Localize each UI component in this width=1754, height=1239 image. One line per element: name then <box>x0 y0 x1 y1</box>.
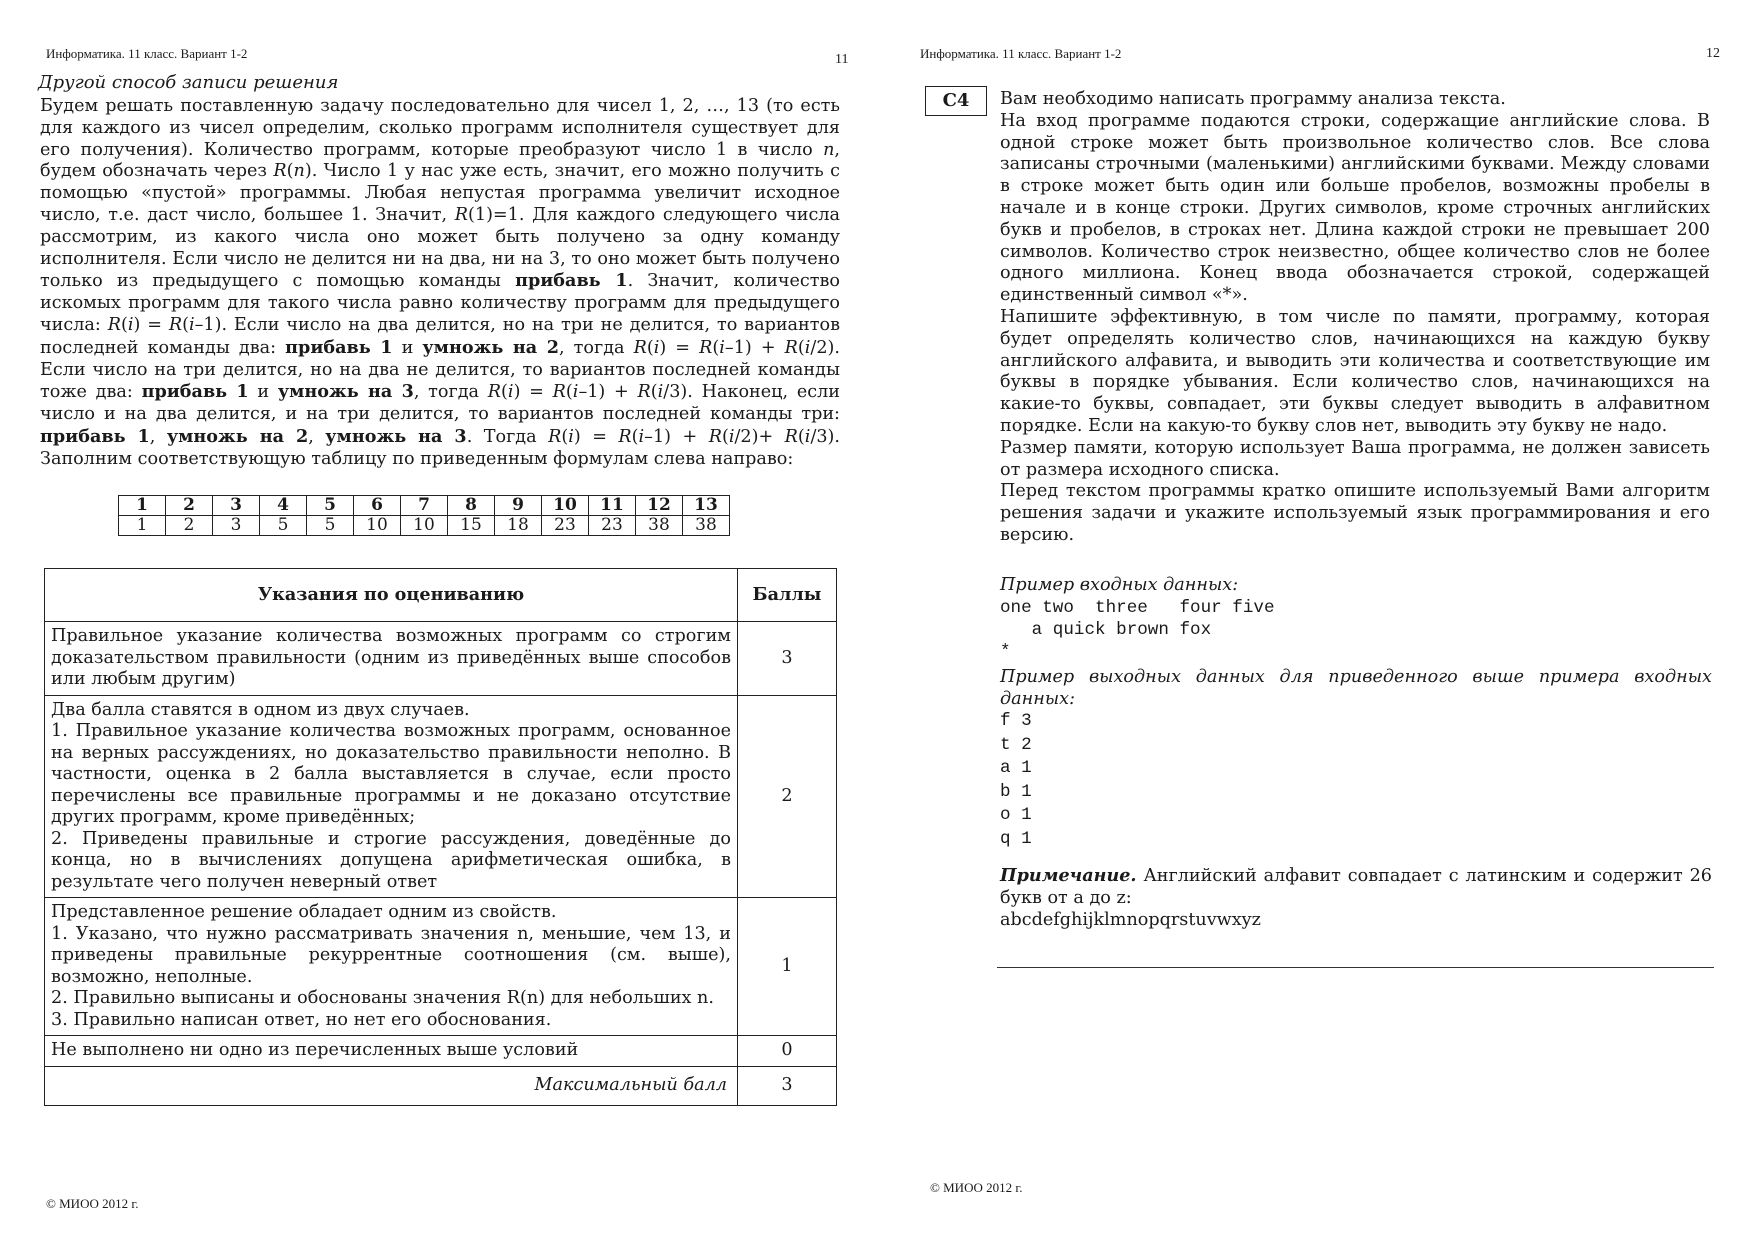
paragraph-segment: R <box>633 337 647 358</box>
grading-points: 1 <box>738 898 837 1036</box>
paragraph-segment: прибавь 1 <box>40 425 150 447</box>
paragraph-segment: прибавь 1 <box>515 270 628 292</box>
paragraph-segment: ( <box>120 314 128 335</box>
copyright: © МИОО 2012 г. <box>930 1180 1023 1195</box>
paragraph-segment: прибавь 1 <box>285 336 393 358</box>
grading-max-row <box>45 1066 837 1105</box>
paragraph-segment: R <box>548 426 562 447</box>
paragraph-segment: i <box>728 426 735 447</box>
paragraph-segment: , будем обозначать через <box>40 139 840 182</box>
values-table <box>118 495 730 536</box>
grading-criteria-line: 3. Правильно написан ответ, но нет его обоснования. <box>51 1009 552 1030</box>
grading-criteria <box>45 695 738 898</box>
grading-table <box>44 568 837 1106</box>
grading-criteria <box>45 898 738 1036</box>
output-line: t 2 <box>1000 734 1032 755</box>
paragraph-segment: R <box>618 426 632 447</box>
paragraph-segment: i <box>507 382 514 403</box>
paragraph-segment: ( <box>631 426 639 447</box>
note-text: Английский алфавит совпадает с латинским и содержит 26 букв от a до z: <box>1000 866 1712 909</box>
section-divider <box>997 967 1714 968</box>
paragraph-segment: , <box>308 426 326 447</box>
paragraph-segment: i <box>568 426 574 447</box>
grading-criteria-line: Два балла ставятся в одном из двух случаев. <box>51 699 470 720</box>
paragraph-segment: ) = <box>659 337 700 358</box>
grading-criteria <box>45 1036 738 1067</box>
values-cell-r: 10 <box>354 516 401 536</box>
grading-criteria-line: 1. Правильное указание количества возможных программ, основанное на верных рассуждениях, но доказательство правильности неполно. В частности, оценка в 2 балла выставляется в случае, если просто перечислены все правильные программы и не доказано отсутствие других программ, кроме приведённых; <box>51 721 731 827</box>
paragraph-segment: n <box>293 161 305 182</box>
input-line: a quick brown fox <box>1000 619 1212 640</box>
grading-row <box>45 622 837 696</box>
paragraph-segment: ( <box>501 382 508 403</box>
paragraph-segment: умножь на 3 <box>277 381 414 403</box>
paragraph-segment: ( <box>797 337 805 358</box>
copyright: © МИОО 2012 г. <box>46 1196 139 1211</box>
output-line: f 3 <box>1000 711 1032 732</box>
paragraph-segment: –1) + <box>578 382 638 403</box>
grading-header-row <box>45 569 837 622</box>
values-cell-r: 23 <box>542 516 589 536</box>
paragraph-segment: /2)+ <box>734 426 785 447</box>
input-line: one two three four five <box>1000 597 1275 618</box>
values-cell-n: 11 <box>589 496 636 516</box>
grading-row <box>45 695 837 898</box>
paragraph-segment: . Тогда <box>466 426 549 447</box>
paragraph-segment: умножь на 2 <box>422 336 559 358</box>
values-cell-n: 6 <box>354 496 401 516</box>
values-cell-n: 3 <box>213 496 260 516</box>
grading-criteria-line: 1. Указано, что нужно рассматривать значения n, меньшие, чем 13, и приведены правильные рекуррентные соотношения (см. выше), возможно, неполные. <box>51 923 731 987</box>
grading-points: 2 <box>738 695 837 898</box>
grading-row <box>45 1036 837 1067</box>
paragraph-segment: i <box>804 337 811 358</box>
paragraph-segment: n <box>823 139 835 160</box>
values-cell-n: 2 <box>166 496 213 516</box>
input-line: * <box>1000 641 1011 662</box>
grading-row <box>45 898 837 1036</box>
paragraph-segment: ( <box>650 382 658 403</box>
paragraph-segment: R <box>699 337 713 358</box>
paragraph-segment: ) = <box>513 382 553 403</box>
values-cell-r: 2 <box>166 516 213 536</box>
paragraph-segment: ) = <box>133 314 169 335</box>
output-line: o 1 <box>1000 805 1032 826</box>
grading-points-header: Баллы <box>738 569 837 622</box>
paragraph-segment: R <box>784 337 798 358</box>
paragraph-segment: /3). Наконец, если число и на два делится, и на три делится, то вариантов последней команды три: <box>40 382 841 425</box>
values-cell-n: 1 <box>119 496 166 516</box>
grading-criteria-header: Указания по оцениванию <box>45 569 738 622</box>
paragraph-segment: R <box>637 382 651 403</box>
paragraph-segment: (1)=1. Для каждого следующего числа рассмотрим, из какого числа оно может быть получено за одну команду исполнителя. Если число не делится ни на два, ни на 3, то оно может быть получено только из предыдущего с помощью команды <box>40 204 840 292</box>
output-example <box>1000 710 1712 851</box>
paragraph-segment: i <box>127 314 134 335</box>
paragraph-segment: i <box>804 426 811 447</box>
paragraph-segment: ). Число 1 у нас уже есть, значит, его можно получить с помощью «пустой» программы. Любая непустая программа увеличит исходное число, т.е. даст число, большее 1. Значит, <box>40 161 840 225</box>
paragraph-segment: ( <box>797 426 805 447</box>
page-number: 11 <box>835 52 849 67</box>
paragraph-segment: i <box>188 314 195 335</box>
values-cell-n: 12 <box>636 496 683 516</box>
values-cell-r: 38 <box>636 516 683 536</box>
task-paragraph: Напишите эффективную, в том числе по памяти, программу, которая будет определять количество слов, начинающихся на каждую букву английского алфавита, и выводить эти количества и соответствующие им буквы в порядке убывания. Если количество слов, начинающихся на какие-то буквы, совпадает, эти буквы следует выводить в алфавитном порядке. Если на какую-то букву слов нет, выводить эту букву не надо. <box>1000 306 1710 436</box>
paragraph-segment: , тогда <box>559 337 634 358</box>
output-example-label: Пример выходных данных для приведенного выше примера входных данных: <box>1000 666 1712 709</box>
solution-paragraph <box>40 96 840 471</box>
values-cell-n: 9 <box>495 496 542 516</box>
paragraph-segment: ( <box>182 314 189 335</box>
output-line: q 1 <box>1000 828 1032 849</box>
values-cell-r: 15 <box>448 516 495 536</box>
grading-criteria-line: Представленное решение обладает одним из свойств. <box>51 902 557 922</box>
values-row-r <box>119 516 730 536</box>
paragraph-segment: R <box>487 382 502 403</box>
paragraph-segment: ( <box>286 161 294 182</box>
paragraph-segment: прибавь 1 <box>141 381 249 403</box>
examples-block <box>1000 575 1712 932</box>
values-cell-n: 7 <box>401 496 448 516</box>
note <box>1000 865 1712 910</box>
paragraph-segment: R <box>552 382 566 403</box>
paragraph-segment: R <box>107 314 121 335</box>
values-cell-r: 10 <box>401 516 448 536</box>
grading-points: 0 <box>738 1036 837 1067</box>
task-paragraph: На вход программе подаются строки, содержащие английские слова. В одной строке может быть произвольное количество слов. Все слова записаны строчными (маленькими) английскими буквами. Между словами в строке может быть один или больше пробелов, возможны пробелы в начале и в конце строки. Других символов, кроме строчных английских букв и пробелов, в строках нет. Длина каждой строки не превышает 200 символов. Количество строк неизвестно, общее количество слов не более одного миллиона. Конец ввода обозначается строкой, содержащей единственный символ «*». <box>1000 110 1710 306</box>
grading-criteria-line: 2. Приведены правильные и строгие рассуждения, доведённые до конца, но в вычислениях допущена арифметическая ошибка, в результате чего получен неверный ответ <box>51 828 731 892</box>
output-line: a 1 <box>1000 758 1032 779</box>
paragraph-segment: ( <box>721 426 729 447</box>
paragraph-segment: R <box>784 426 798 447</box>
values-cell-r: 18 <box>495 516 542 536</box>
paragraph-segment: , тогда <box>413 382 488 403</box>
paragraph-segment: Будем решать поставленную задачу последовательно для чисел 1, 2, …, 13 (то есть для каждого из чисел определим, сколько программ исполнителя существует для его получения). Количество программ, которые преобразуют число 1 в число <box>40 96 840 160</box>
paragraph-segment: –1) + <box>724 337 785 358</box>
paragraph-segment: R <box>708 426 722 447</box>
values-row-n <box>119 496 730 516</box>
alphabet-line: abcdefghijklmnopqrstuvwxyz <box>1000 909 1261 930</box>
values-cell-n: 8 <box>448 496 495 516</box>
values-cell-r: 3 <box>213 516 260 536</box>
task-paragraph: Вам необходимо написать программу анализа текста. <box>1000 89 1506 109</box>
paragraph-segment: R <box>273 161 287 182</box>
values-cell-n: 5 <box>307 496 354 516</box>
input-example <box>1000 597 1712 663</box>
paragraph-segment: –1). Если число на два делится, но на три не делится, то вариантов последней команды два: <box>40 314 841 358</box>
paragraph-segment: R <box>454 204 469 225</box>
grading-criteria-line: Правильное указание количества возможных программ со строгим доказательством правильности (одним из приведённых выше способов или любым другим) <box>51 626 731 689</box>
paragraph-segment: и <box>392 337 423 358</box>
page-number: 12 <box>1706 46 1720 61</box>
paragraph-segment: –1) + <box>644 426 709 447</box>
max-score-label: Максимальный балл <box>45 1066 738 1105</box>
page-header: Информатика. 11 класс. Вариант 1-2 <box>920 46 1122 61</box>
paragraph-segment: . Значит, количество искомых программ для такого числа равно количеству программ для предыдущего числа: <box>40 271 840 335</box>
note-label: Примечание. <box>1000 865 1137 887</box>
page-header: Информатика. 11 класс. Вариант 1-2 <box>46 46 248 61</box>
paragraph-segment: ( <box>561 426 569 447</box>
grading-criteria-line: Не выполнено ни одно из перечисленных выше условий <box>51 1040 579 1060</box>
paragraph-segment: умножь на 3 <box>325 425 467 447</box>
paragraph-segment: /3). Заполним соответствующую таблицу по приведенным формулам слева направо: <box>40 426 841 469</box>
output-line: b 1 <box>1000 781 1032 802</box>
values-cell-n: 13 <box>683 496 730 516</box>
paragraph-segment: и <box>248 382 278 403</box>
task-label: С4 <box>925 86 987 116</box>
grading-points: 3 <box>738 622 837 696</box>
paragraph-segment: i <box>657 382 664 403</box>
section-subtitle: Другой способ записи решения <box>38 72 339 93</box>
values-cell-r: 5 <box>307 516 354 536</box>
values-cell-r: 38 <box>683 516 730 536</box>
grading-criteria <box>45 622 738 696</box>
paragraph-segment: R <box>168 314 183 335</box>
task-paragraph: Размер памяти, которую использует Ваша программа, не должен зависеть от размера исходного списка. <box>1000 437 1710 480</box>
values-cell-r: 5 <box>260 516 307 536</box>
grading-criteria-line: 2. Правильно выписаны и обоснованы значения R(n) для небольших n. <box>51 988 714 1008</box>
max-score-value: 3 <box>738 1066 837 1105</box>
task-text <box>1000 89 1710 547</box>
paragraph-segment: ( <box>712 337 720 358</box>
paragraph-segment: i <box>653 337 660 358</box>
input-example-label: Пример входных данных: <box>1000 575 1239 595</box>
paragraph-segment: /2). Если число на три делится, но на два не делится, то вариантов последней команды тоже два: <box>40 337 840 403</box>
paragraph-segment: , <box>149 426 167 447</box>
values-cell-r: 23 <box>589 516 636 536</box>
paragraph-segment: ( <box>565 382 573 403</box>
values-cell-n: 10 <box>542 496 589 516</box>
values-cell-n: 4 <box>260 496 307 516</box>
paragraph-segment: i <box>638 426 645 447</box>
paragraph-segment: ( <box>646 337 654 358</box>
paragraph-segment: i <box>572 382 579 403</box>
paragraph-segment: i <box>719 337 725 358</box>
values-cell-r: 1 <box>119 516 166 536</box>
task-paragraph: Перед текстом программы кратко опишите используемый Вами алгоритм решения задачи и укажите используемый язык программирования и его версию. <box>1000 481 1710 545</box>
paragraph-segment: ) = <box>573 426 619 447</box>
paragraph-segment: умножь на 2 <box>166 425 309 447</box>
